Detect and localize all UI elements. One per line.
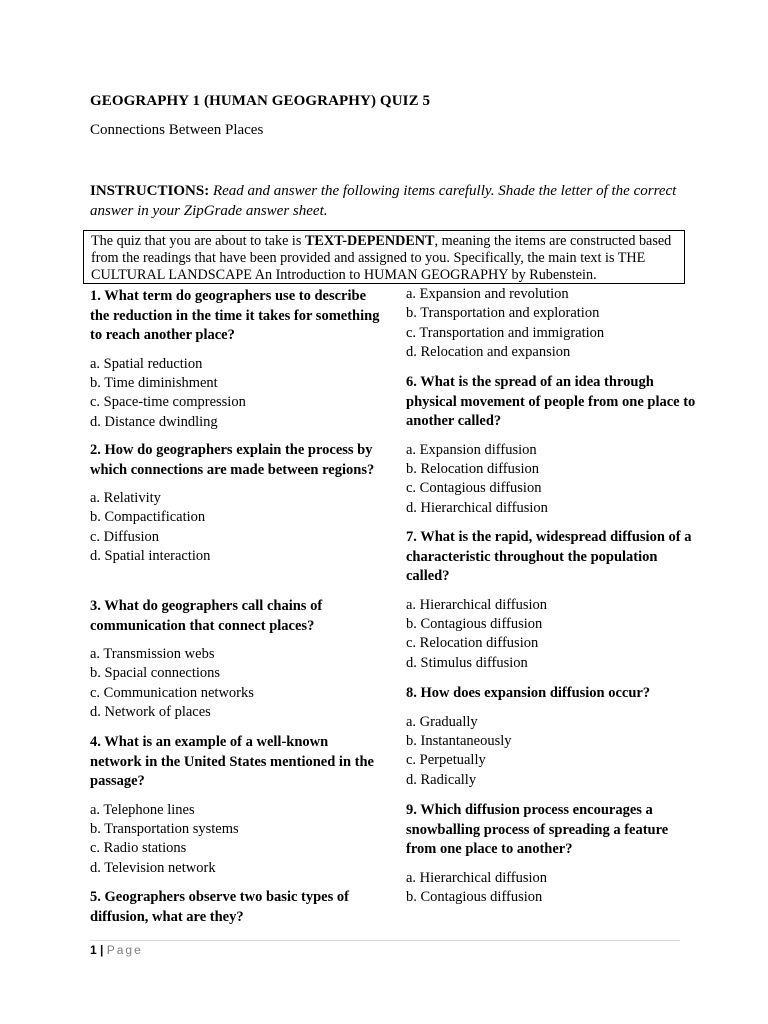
question-text: 6. What is the spread of an idea through physical movement of people from one place to another called? <box>406 374 696 429</box>
question-5 <box>90 888 380 927</box>
answer-option[interactable]: d. Network of places <box>90 704 211 721</box>
question-text: 8. How does expansion diffusion occur? <box>406 685 651 701</box>
footer-separator: | <box>100 943 104 957</box>
note-pre: The quiz that you are about to take is <box>91 233 305 249</box>
text-dependent-note <box>83 230 685 284</box>
footer-divider <box>90 940 680 941</box>
answer-option[interactable]: d. Radically <box>406 771 477 788</box>
note-post: , meaning the items are constructed based from the readings that have been provided and assigned to you. Specifically, the main text is THE CULTURAL LANDSCAPE An Introduction to HUMAN GEOGRAPHY by Rubenstein. <box>91 233 672 283</box>
answer-option[interactable]: b. Transportation and exploration <box>406 305 600 322</box>
answer-option[interactable]: b. Instantaneously <box>406 732 512 749</box>
answer-option[interactable]: a. Relativity <box>90 490 161 506</box>
answer-option[interactable]: b. Transportation systems <box>90 820 239 837</box>
answer-option[interactable]: c. Diffusion <box>90 528 160 545</box>
question-text: 4. What is an example of a well-known network in the United States mentioned in the passage? <box>90 734 374 789</box>
answer-option[interactable]: a. Gradually <box>406 713 478 730</box>
answer-option[interactable]: d. Spatial interaction <box>90 548 211 565</box>
answer-option[interactable]: d. Distance dwindling <box>90 413 218 430</box>
answer-option[interactable]: d. Television network <box>90 859 216 876</box>
note-emphasis: TEXT-DEPENDENT <box>304 233 435 249</box>
instructions-label: INSTRUCTIONS: <box>90 183 210 199</box>
answer-option[interactable]: a. Hierarchical diffusion <box>406 869 548 886</box>
answer-option[interactable]: a. Telephone lines <box>90 801 195 818</box>
answer-option[interactable]: b. Contagious diffusion <box>406 888 543 905</box>
answer-option[interactable]: a. Expansion diffusion <box>406 441 537 458</box>
question-9 <box>406 801 696 907</box>
answer-option[interactable]: a. Hierarchical diffusion <box>406 596 548 613</box>
quiz-title: GEOGRAPHY 1 (HUMAN GEOGRAPHY) QUIZ 5 <box>90 93 431 109</box>
answer-option[interactable]: c. Radio stations <box>90 840 187 857</box>
question-7 <box>406 528 696 673</box>
question-5-options <box>406 285 696 363</box>
quiz-subtitle: Connections Between Places <box>90 122 264 138</box>
answer-option[interactable]: b. Compactification <box>90 509 206 526</box>
page-footer <box>90 943 143 957</box>
answer-option[interactable]: c. Space-time compression <box>90 394 246 411</box>
question-text: 9. Which diffusion process encourages a snowballing process of spreading a feature from one place to another? <box>406 802 669 857</box>
answer-option[interactable]: a. Spatial reduction <box>90 355 203 372</box>
answer-option[interactable]: c. Contagious diffusion <box>406 480 542 497</box>
answer-option[interactable]: a. Expansion and revolution <box>406 286 569 302</box>
answer-option[interactable]: b. Time diminishment <box>90 374 218 391</box>
answer-option[interactable]: d. Stimulus diffusion <box>406 654 528 671</box>
question-2 <box>90 441 380 567</box>
answer-option[interactable]: c. Transportation and immigration <box>406 324 605 341</box>
answer-option[interactable]: b. Contagious diffusion <box>406 615 543 632</box>
question-6 <box>406 373 696 518</box>
answer-option[interactable]: c. Perpetually <box>406 752 486 769</box>
answer-option[interactable]: d. Relocation and expansion <box>406 344 571 361</box>
question-4 <box>90 733 380 878</box>
page-number: 1 <box>90 943 97 957</box>
question-1 <box>90 287 380 432</box>
answer-option[interactable]: b. Spacial connections <box>90 665 221 682</box>
instructions <box>90 181 690 221</box>
answer-option[interactable]: d. Hierarchical diffusion <box>406 499 548 516</box>
page-label: Page <box>106 943 143 957</box>
question-text: 5. Geographers observe two basic types of diffusion, what are they? <box>90 889 349 925</box>
answer-option[interactable]: c. Communication networks <box>90 684 254 701</box>
answer-option[interactable]: a. Transmission webs <box>90 646 215 662</box>
question-3 <box>90 597 380 723</box>
answer-option[interactable]: c. Relocation diffusion <box>406 635 539 652</box>
question-8 <box>406 684 696 790</box>
question-text: 2. How do geographers explain the process by which connections are made between regions? <box>90 442 375 478</box>
question-text: 3. What do geographers call chains of communication that connect places? <box>90 598 323 634</box>
question-text: 7. What is the rapid, widespread diffusion of a characteristic throughout the population called? <box>406 529 692 584</box>
instructions-text: Read and answer the following items carefully. Shade the letter of the correct answer in your ZipGrade answer sheet. <box>90 183 677 219</box>
answer-option[interactable]: b. Relocation diffusion <box>406 460 540 477</box>
question-text: 1. What term do geographers use to describe the reduction in the time it takes for something to reach another place? <box>90 288 380 343</box>
